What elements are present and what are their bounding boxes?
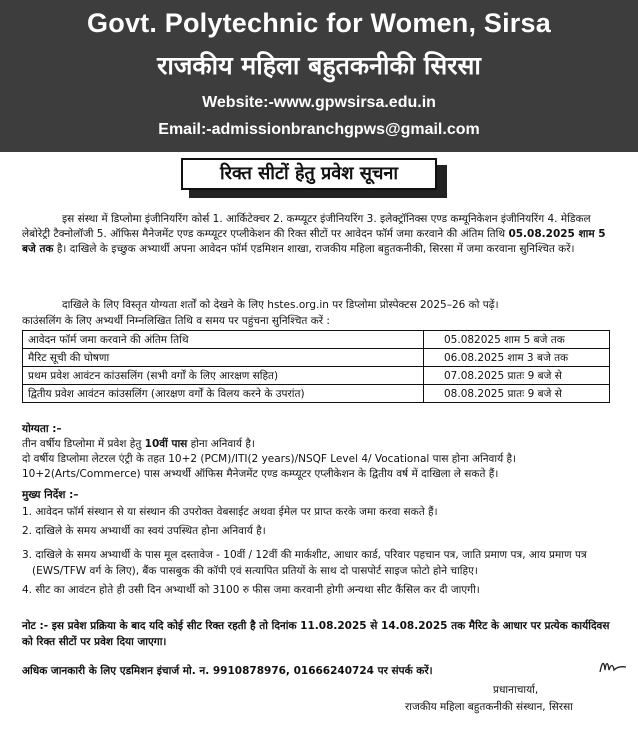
institute-name-hindi: राजकीय महिला बहुतकनीकी सिरसा — [157, 51, 481, 80]
contact-line: अधिक जानकारी के लिए एडमिशन इंचार्ज मो. न. 9910878976, 01666240724 पर संपर्क करें। — [22, 665, 433, 677]
intro-paragraph — [22, 212, 622, 257]
email-line: Email:-admissionbranchgpws@gmail.com — [158, 121, 480, 138]
schedule-event: प्रथम प्रवेश आवंटन कांउसलिंग (सभी वर्गों के लिए आरक्षण सहित) — [23, 367, 424, 385]
institute-name-english: Govt. Polytechnic for Women, Sirsa — [87, 8, 551, 38]
intro-text-a: इस संस्था में डिप्लोमा इंजीनियरिंग कोर्स 1. आर्किटेक्चर 2. कम्प्यूटर इंजीनियरिंग 3. इलेक्ट्रॉनिक्स एण्ड कम्यूनिकेशन इंजीनियरिंग 4. मेडिकल लेबोरेट्री टैक्नोलॉजी 5. ऑफिस मैनेजमेंट एण्ड कम्प्यूटर एप्लीकेशन की रिक्त सीटों पर आवेदन फॉर्म जमा करवाने की अंतिम तिथि — [22, 213, 591, 240]
eligibility-bold: 10वीं पास — [144, 438, 188, 450]
schedule-time: 06.08.2025 शाम 3 बजे तक — [424, 349, 610, 367]
eligibility-text: तीन वर्षीय डिप्लोमा में प्रवेश हेतु — [22, 438, 142, 450]
counselling-intro: काउंसलिंग के लिए अभ्यर्थी निम्नलिखित तिथि व समय पर पहुंचना सुनिश्चित करें : — [22, 315, 330, 327]
schedule-time: 05.082025 शाम 5 बजे तक — [424, 331, 610, 349]
signatory-designation: प्रधानाचार्या, — [493, 684, 539, 696]
schedule-table — [22, 330, 610, 403]
list-item: 3. दाखिले के समय अभ्यार्थी के पास मूल दस्तावेज - 10वीं / 12वीं की मार्कशीट, आधार कार्ड, परिवार पहचान पत्र, जाति प्रमाण पत्र, आय प्रमाण पत्र (EWS/TFW वर्ग के लिए), बैंक पासबुक की कॉपी एवं सत्यापित प्रतियों के साथ दो पासपोर्ट साइज फोटो होने चाहिए। — [22, 549, 587, 577]
schedule-event: मैरिट सूची की घोषणा — [23, 349, 424, 367]
prospectus-paragraph: दाखिले के लिए विस्तृत योग्यता शर्तों को देखने के लिए hstes.org.in पर डिप्लोमा प्रोस्पेक्टस 2025–26 को पढ़ें। — [62, 299, 499, 311]
eligibility-text: होना अनिवार्य है। — [190, 438, 255, 450]
notice-title: रिक्त सीटों हेतु प्रवेश सूचना — [181, 158, 437, 190]
note-paragraph: नोट :- इस प्रवेश प्रक्रिया के बाद यदि कोई सीट रिक्त रहती है तो दिनांक 11.08.2025 से 14.08.2025 तक मैरिट के आधार पर प्रत्येक कार्यदिवस को रिक्त सीटों पर प्रवेश दिया जाएगा। — [22, 620, 610, 648]
instructions-section — [22, 488, 628, 598]
table-row — [23, 349, 610, 367]
table-row — [23, 331, 610, 349]
eligibility-line — [22, 437, 628, 452]
intro-text-b: है। दाखिले के इच्छुक अभ्यार्थी अपना आवेदन फॉर्म एडमिशन शाखा, राजकीय महिला बहुतकनीकी, सिरसा में जमा करवाना सुनिश्चित करें। — [56, 243, 575, 255]
eligibility-heading: योग्यता :– — [22, 423, 62, 435]
schedule-time: 07.08.2025 प्रातः 9 बजे से — [424, 367, 610, 385]
deadline-text: 05.08.2025 शाम 5 बजे तक — [22, 228, 606, 255]
schedule-time: 08.08.2025 प्रातः 9 बजे से — [424, 385, 610, 403]
list-item: 4. सीट का आवंटन होते ही उसी दिन अभ्यार्थी को 3100 रु फीस जमा करवानी होगी अन्यथा सीट कैंसिल कर दी जाएगी। — [22, 584, 480, 596]
eligibility-section — [22, 422, 628, 482]
table-row — [23, 367, 610, 385]
signatory-institute: राजकीय महिला बहुतकनीकी संस्थान, सिरसा — [405, 701, 573, 713]
eligibility-line: दो वर्षीय डिप्लोमा लेटरल एंट्री के तहत 10+2 (PCM)/ITI(2 years)/NSQF Level 4/ Vocational पास होना अनिवार्य है। — [22, 453, 517, 465]
letterhead-banner — [0, 0, 638, 152]
schedule-event: द्वितीय प्रवेश आवंटन कांउसलिंग (आरक्षण वर्गों के विलय करने के उपरांत) — [23, 385, 424, 403]
website-line: Website:-www.gpwsirsa.edu.in — [202, 94, 436, 111]
table-row — [23, 385, 610, 403]
signature-scribble — [598, 656, 628, 676]
notice-title-frame — [181, 158, 447, 198]
eligibility-line: 10+2(Arts/Commerce) पास अभ्यर्थी ऑफिस मैनेजमेंट एण्ड कम्प्यूटर एप्लीकेशन के द्वितीय वर्ष में दाखिला ले सकते हैं। — [22, 468, 499, 480]
list-item: 1. आवेदन फॉर्म संस्थान से या संस्थान की उपरोक्त वेबसाईट अथवा ईमेल पर प्राप्त करके जमा करवा सकते हैं। — [22, 506, 438, 518]
schedule-event: आवेदन फॉर्म जमा करवाने की अंतिम तिथि — [23, 331, 424, 349]
list-item: 2. दाखिले के समय अभ्यार्थी का स्वयं उपस्थित होना अनिवार्य है। — [22, 525, 266, 537]
instructions-heading: मुख्य निर्देश :– — [22, 489, 79, 501]
